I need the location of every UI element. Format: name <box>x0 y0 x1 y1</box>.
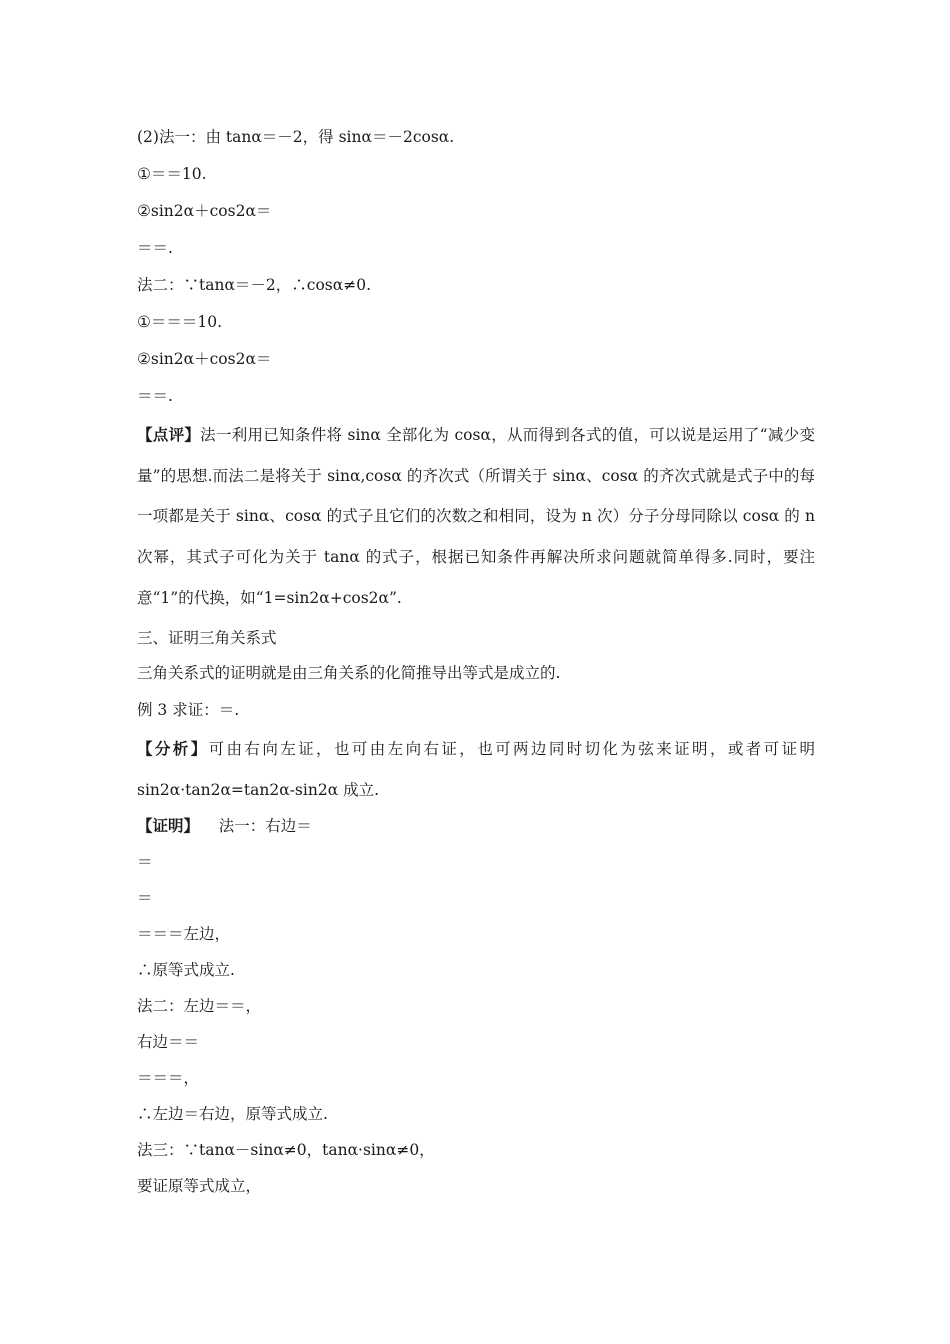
proof-conclusion-1: ∴原等式成立. <box>137 961 235 979</box>
example-3: 例 3 求证：＝. <box>137 701 240 719</box>
proof-step-1: ＝ <box>137 853 153 871</box>
proof-line <box>137 816 312 836</box>
proof-label: 【证明】 <box>137 816 200 835</box>
comment-text: 法一利用已知条件将 sinα 全部化为 cosα，从而得到各式的值，可以说是运用了“减少变量”的思想.而法二是将关于 sinα,cosα 的齐次式（所谓关于 sinα、cosα 的齐次式就是式子中的每一项都是关于 sinα、cosα 的式子且它们的次数之和相同，设为 n 次）分子分母同除以 cosα 的 n 次幂，其式子可化为关于 tanα 的式子，根据已知条件再解决所求问题就简单得多.同时，要注意“1”的代换，如“1=sin2α+cos2α”. <box>137 426 815 607</box>
proof-method2-left: 法二：左边＝＝， <box>137 997 262 1015</box>
proof-step-3: ＝＝＝左边， <box>137 925 231 943</box>
line-result1: ①＝＝10. <box>137 165 207 183</box>
line-result4: ＝＝. <box>137 387 173 405</box>
proof-method2-step: ＝＝＝， <box>137 1069 200 1087</box>
section-description: 三角关系式的证明就是由三角关系的化简推导出等式是成立的. <box>137 664 561 682</box>
line-expression2: ②sin2α＋cos2α＝ <box>137 350 272 368</box>
line-expression: ②sin2α＋cos2α＝ <box>137 202 272 220</box>
proof-step-2: ＝ <box>137 889 153 907</box>
line-result3: ①＝＝＝10. <box>137 313 223 331</box>
proof-method3: 法三：∵tanα－sinα≠0，tanα·sinα≠0， <box>137 1141 435 1159</box>
proof-method3-goal: 要证原等式成立， <box>137 1177 262 1195</box>
line-method2: 法二：∵tanα＝－2，∴cosα≠0. <box>137 276 371 294</box>
line-method1: (2)法一：由 tanα＝－2，得 sinα＝－2cosα. <box>137 128 455 146</box>
comment-label: 【点评】 <box>137 425 201 444</box>
proof-text: 法一：右边＝ <box>199 817 312 835</box>
comment-paragraph <box>137 415 815 619</box>
proof-conclusion-2: ∴左边＝右边，原等式成立. <box>137 1105 328 1123</box>
analysis-label: 【分析】 <box>137 739 209 758</box>
proof-method2-right: 右边＝＝ <box>137 1033 200 1051</box>
analysis-paragraph <box>137 728 815 811</box>
section-heading: 三、证明三角关系式 <box>137 629 277 647</box>
analysis-text: 可由右向左证，也可由左向右证，也可两边同时切化为弦来证明，或者可证明 sin2α·tan2α=tan2α-sin2α 成立. <box>137 740 815 799</box>
line-result2: ＝＝. <box>137 239 173 257</box>
